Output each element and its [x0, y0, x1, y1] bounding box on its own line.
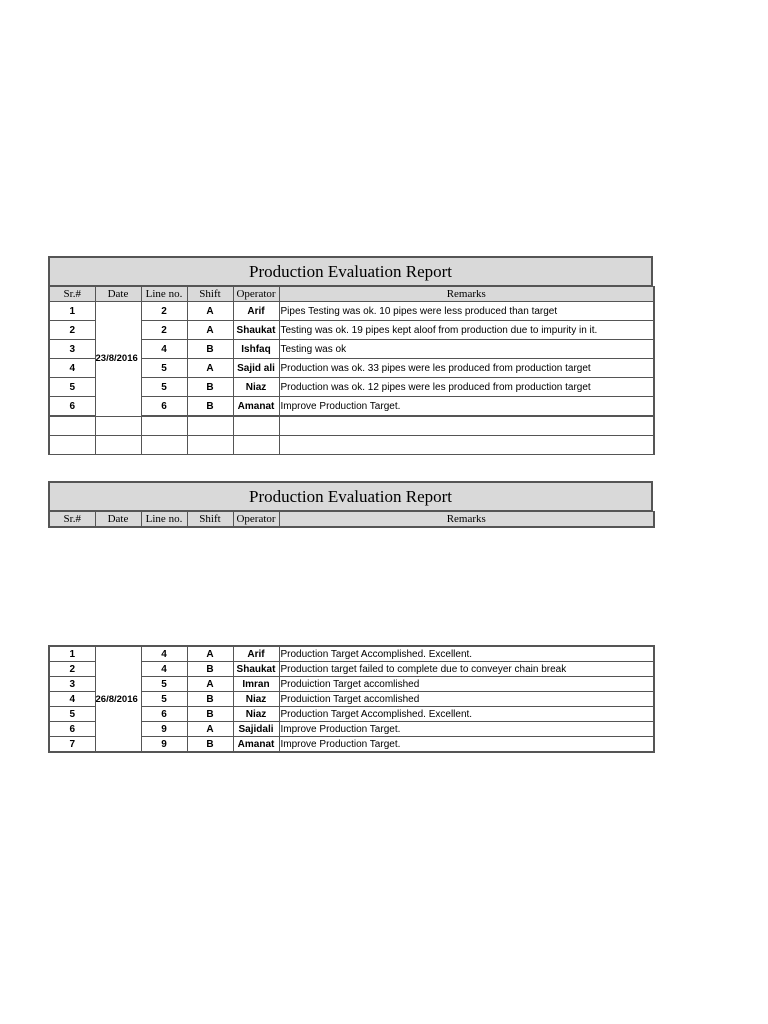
empty-cell	[141, 416, 187, 436]
cell-sr: 4	[49, 692, 95, 707]
cell-operator: Niaz	[233, 707, 279, 722]
table-row	[49, 646, 654, 662]
header-row	[49, 287, 654, 302]
empty-cell	[187, 416, 233, 436]
report-2-data	[48, 645, 653, 753]
empty-cell	[95, 436, 141, 455]
cell-shift: A	[187, 646, 233, 662]
empty-row	[49, 416, 654, 436]
cell-shift: B	[187, 662, 233, 677]
cell-remarks: Production was ok. 12 pipes were les produced from production target	[279, 378, 654, 397]
cell-line: 9	[141, 737, 187, 753]
header-remarks: Remarks	[279, 287, 654, 302]
cell-sr: 1	[49, 302, 95, 321]
cell-remarks: Production Target Accomplished. Excellent.	[279, 707, 654, 722]
cell-operator: Sajidali	[233, 722, 279, 737]
report-2-header-table	[48, 511, 655, 528]
empty-cell	[233, 416, 279, 436]
cell-sr: 5	[49, 707, 95, 722]
cell-shift: B	[187, 340, 233, 359]
cell-operator: Sajid ali	[233, 359, 279, 378]
report-2-header	[48, 481, 653, 528]
header-date: Date	[95, 512, 141, 528]
header-date: Date	[95, 287, 141, 302]
cell-sr: 5	[49, 378, 95, 397]
report-2-table	[48, 645, 655, 753]
empty-row	[49, 436, 654, 455]
cell-line: 6	[141, 397, 187, 417]
header-row	[49, 512, 654, 528]
cell-operator: Ishfaq	[233, 340, 279, 359]
cell-remarks: Improve Production Target.	[279, 737, 654, 753]
empty-cell	[95, 416, 141, 436]
empty-cell	[49, 436, 95, 455]
cell-line: 4	[141, 340, 187, 359]
header-sr: Sr.#	[49, 287, 95, 302]
cell-remarks: Production target failed to complete due to conveyer chain break	[279, 662, 654, 677]
cell-line: 2	[141, 321, 187, 340]
cell-shift: B	[187, 692, 233, 707]
header-operator: Operator	[233, 287, 279, 302]
header-shift: Shift	[187, 512, 233, 528]
cell-remarks: Produiction Target accomlished	[279, 677, 654, 692]
cell-line: 5	[141, 677, 187, 692]
cell-remarks: Produiction Target accomlished	[279, 692, 654, 707]
header-line: Line no.	[141, 512, 187, 528]
cell-line: 9	[141, 722, 187, 737]
cell-line: 4	[141, 646, 187, 662]
cell-remarks: Pipes Testing was ok. 10 pipes were less produced than target	[279, 302, 654, 321]
header-operator: Operator	[233, 512, 279, 528]
cell-operator: Shaukat	[233, 321, 279, 340]
cell-remarks: Improve Production Target.	[279, 397, 654, 417]
report-1-table	[48, 286, 655, 455]
table-row	[49, 302, 654, 321]
empty-cell	[49, 416, 95, 436]
cell-shift: A	[187, 722, 233, 737]
report-1	[48, 256, 653, 455]
cell-shift: B	[187, 378, 233, 397]
header-remarks: Remarks	[279, 512, 654, 528]
empty-cell	[187, 436, 233, 455]
cell-remarks: Testing was ok. 19 pipes kept aloof from production due to impurity in it.	[279, 321, 654, 340]
empty-cell	[233, 436, 279, 455]
cell-operator: Amanat	[233, 397, 279, 417]
cell-date: 23/8/2016	[95, 302, 141, 417]
cell-remarks: Improve Production Target.	[279, 722, 654, 737]
cell-sr: 3	[49, 677, 95, 692]
cell-remarks: Testing was ok	[279, 340, 654, 359]
cell-line: 2	[141, 302, 187, 321]
report-1-title: Production Evaluation Report	[48, 256, 653, 286]
cell-shift: B	[187, 737, 233, 753]
cell-sr: 7	[49, 737, 95, 753]
cell-operator: Amanat	[233, 737, 279, 753]
cell-sr: 6	[49, 722, 95, 737]
cell-line: 5	[141, 359, 187, 378]
cell-operator: Arif	[233, 302, 279, 321]
cell-operator: Shaukat	[233, 662, 279, 677]
cell-date: 26/8/2016	[95, 646, 141, 752]
cell-line: 6	[141, 707, 187, 722]
cell-line: 5	[141, 692, 187, 707]
empty-cell	[141, 436, 187, 455]
cell-line: 5	[141, 378, 187, 397]
header-line: Line no.	[141, 287, 187, 302]
cell-line: 4	[141, 662, 187, 677]
cell-shift: B	[187, 397, 233, 417]
cell-sr: 1	[49, 646, 95, 662]
cell-shift: B	[187, 707, 233, 722]
cell-operator: Niaz	[233, 378, 279, 397]
cell-sr: 2	[49, 321, 95, 340]
cell-operator: Arif	[233, 646, 279, 662]
cell-shift: A	[187, 359, 233, 378]
cell-shift: A	[187, 321, 233, 340]
header-sr: Sr.#	[49, 512, 95, 528]
header-shift: Shift	[187, 287, 233, 302]
cell-shift: A	[187, 677, 233, 692]
cell-operator: Imran	[233, 677, 279, 692]
cell-sr: 2	[49, 662, 95, 677]
cell-remarks: Production Target Accomplished. Excellent.	[279, 646, 654, 662]
cell-operator: Niaz	[233, 692, 279, 707]
report-2-title: Production Evaluation Report	[48, 481, 653, 511]
empty-cell	[279, 436, 654, 455]
cell-sr: 6	[49, 397, 95, 417]
cell-sr: 4	[49, 359, 95, 378]
empty-cell	[279, 416, 654, 436]
cell-sr: 3	[49, 340, 95, 359]
cell-shift: A	[187, 302, 233, 321]
cell-remarks: Production was ok. 33 pipes were les produced from production target	[279, 359, 654, 378]
